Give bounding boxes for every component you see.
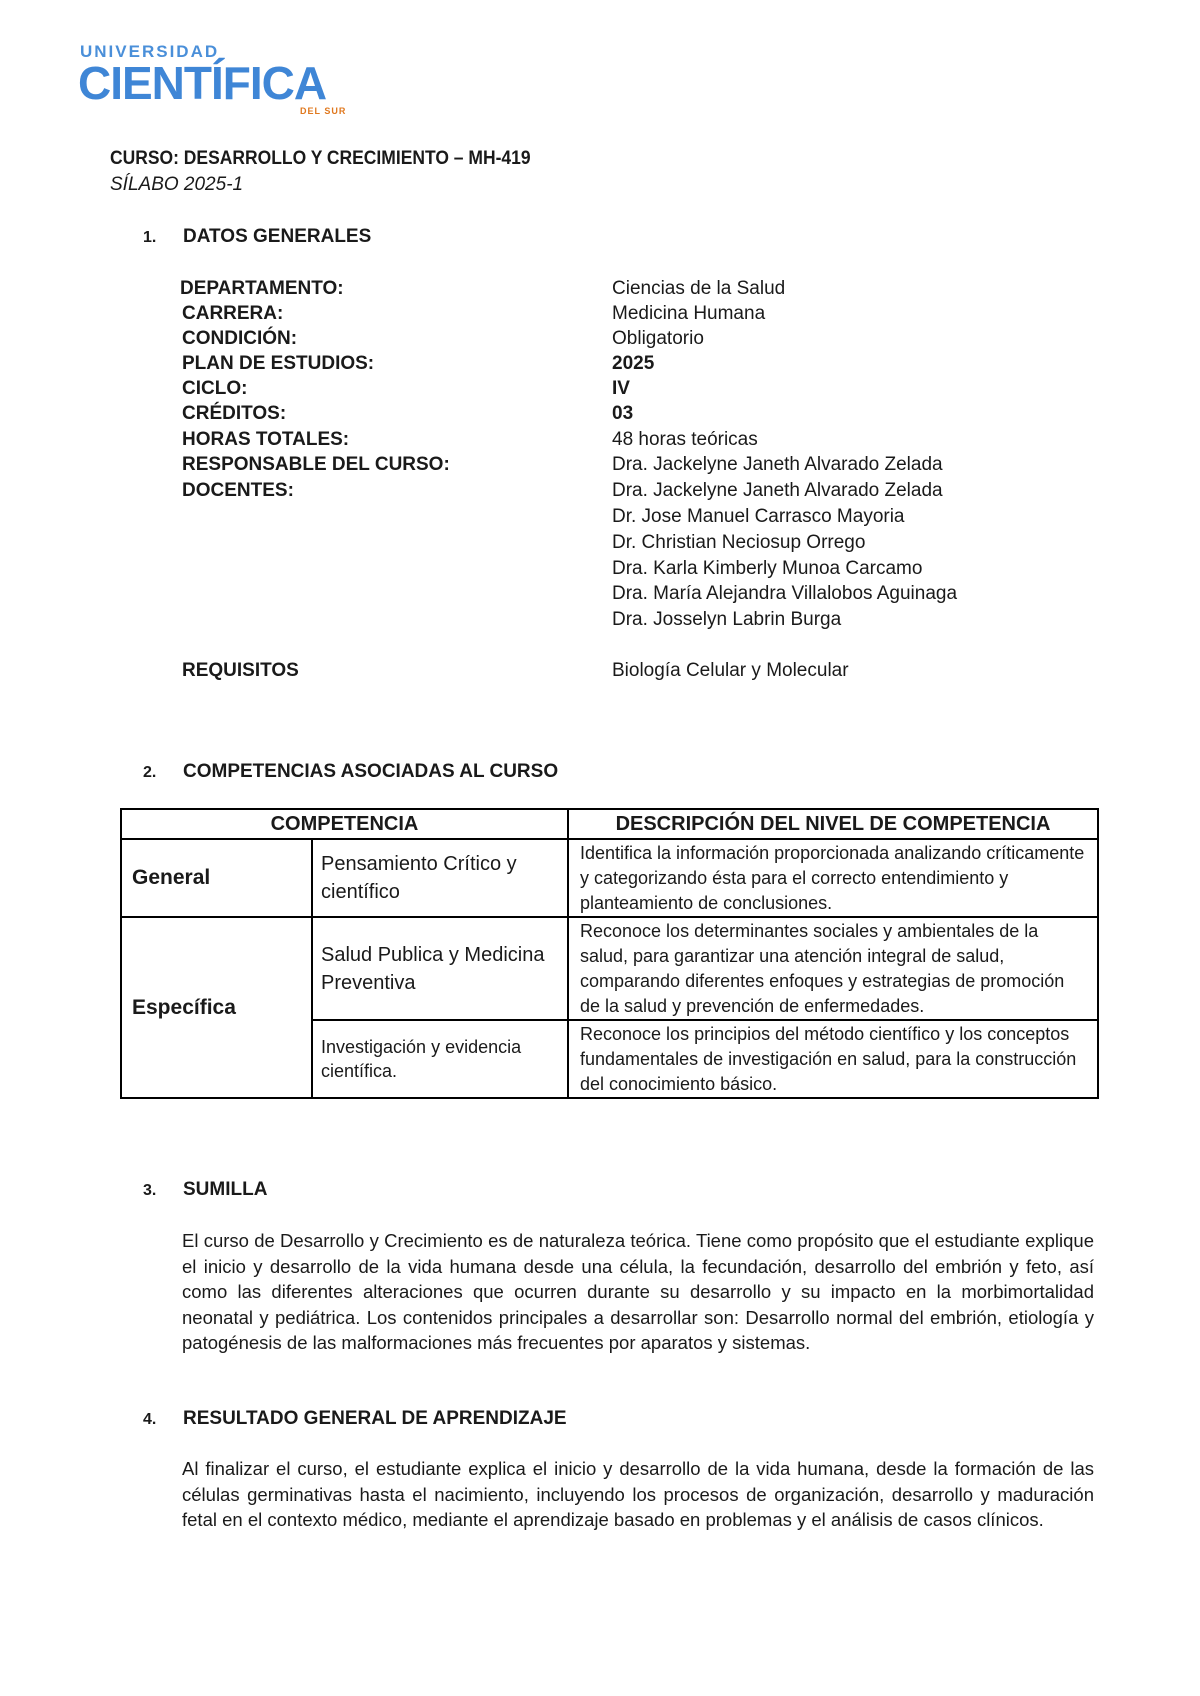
table-header-row xyxy=(121,809,1098,839)
data-value: Dra. Jackelyne Janeth Alvarado Zelada xyxy=(612,480,943,501)
logo-top-text: UNIVERSIDAD xyxy=(80,42,220,61)
competency-name: Investigación y evidencia científica. xyxy=(312,1020,568,1098)
teacher-name: Dr. Jose Manuel Carrasco Mayoria xyxy=(612,506,905,527)
section-number: 4. xyxy=(143,1411,157,1428)
competency-name: Pensamiento Crítico y científico xyxy=(312,839,568,917)
data-value: IV xyxy=(612,378,630,399)
university-logo xyxy=(78,42,358,120)
section-title: DATOS GENERALES xyxy=(183,226,372,247)
competency-type: General xyxy=(121,839,312,917)
section-title: SUMILLA xyxy=(183,1179,268,1200)
section-heading-competencies xyxy=(143,761,558,783)
table-header: DESCRIPCIÓN DEL NIVEL DE COMPETENCIA xyxy=(568,809,1098,839)
section-number: 2. xyxy=(143,764,157,781)
summary-paragraph: El curso de Desarrollo y Crecimiento es de naturaleza teórica. Tiene como propósito que el estudiante explique el inicio y desarrollo de la vida humana desde una célula, la fecundación, desarrollo del embrión y feto, así como las diferentes alteraciones que ocurren durante su desarrollo y su impacto en la morbimortalidad neonatal y pediátrica. Los contenidos principales a desarrollar son: Desarrollo normal del embrión, etiología y patogénesis de las malformaciones más frecuentes por aparatos y sistemas. xyxy=(182,1230,1094,1353)
data-value: 48 horas teóricas xyxy=(612,429,758,450)
data-label: PLAN DE ESTUDIOS: xyxy=(182,353,375,374)
learning-outcome-paragraph: Al finalizar el curso, el estudiante explica el inicio y desarrollo de la vida humana, desde la formación de las células germinativas hasta el nacimiento, incluyendo los procesos de organización, desarrollo y maduración fetal en el contexto médico, mediante el aprendizaje basado en problemas y el análisis de casos clínicos. xyxy=(182,1458,1094,1530)
data-label: CONDICIÓN: xyxy=(182,328,298,349)
teacher-name: Dra. María Alejandra Villalobos Aguinaga xyxy=(612,583,958,604)
data-label: CICLO: xyxy=(182,378,248,399)
section-title: RESULTADO GENERAL DE APRENDIZAJE xyxy=(183,1408,567,1429)
teacher-name: Dra. Karla Kimberly Munoa Carcamo xyxy=(612,558,923,579)
section-title: COMPETENCIAS ASOCIADAS AL CURSO xyxy=(183,761,559,782)
course-title: CURSO: DESARROLLO Y CRECIMIENTO – MH-419 xyxy=(110,148,531,169)
data-value: Dra. Jackelyne Janeth Alvarado Zelada xyxy=(612,454,943,475)
section-heading-learning-outcome xyxy=(143,1408,567,1430)
competency-description: Reconoce los determinantes sociales y ambientales de la salud, para garantizar una atención integral de salud, comparando diferentes enfoques y estrategias de promoción de la salud y prevención de enfermedades. xyxy=(568,917,1098,1020)
logo-main-text: CIENTÍFICA xyxy=(78,57,327,109)
syllabus-label: SÍLABO 2025-1 xyxy=(110,174,244,195)
competency-description: Reconoce los principios del método científico y los conceptos fundamentales de investigación en salud, para la construcción del conocimiento básico. xyxy=(568,1020,1098,1098)
table-header: COMPETENCIA xyxy=(121,809,568,839)
competency-description: Identifica la información proporcionada analizando críticamente y categorizando ésta para el correcto entendimiento y planteamiento de conclusiones. xyxy=(568,839,1098,917)
section-number: 3. xyxy=(143,1182,157,1199)
data-value: Obligatorio xyxy=(612,328,704,349)
data-label: CARRERA: xyxy=(182,303,284,324)
section-heading-general-data xyxy=(143,226,371,248)
section-number: 1. xyxy=(143,229,157,246)
data-label: DEPARTAMENTO: xyxy=(180,278,344,299)
data-label: HORAS TOTALES: xyxy=(182,429,350,450)
competency-name: Salud Publica y Medicina Preventiva xyxy=(312,917,568,1020)
data-label: REQUISITOS xyxy=(182,660,299,681)
competencies-table xyxy=(120,808,1099,1099)
section-heading-summary xyxy=(143,1179,267,1201)
data-value: 2025 xyxy=(612,353,655,374)
data-label: RESPONSABLE DEL CURSO: xyxy=(182,454,450,475)
data-label: DOCENTES: xyxy=(182,480,294,501)
teacher-name: Dr. Christian Neciosup Orrego xyxy=(612,532,866,553)
data-label: CRÉDITOS: xyxy=(182,403,287,424)
table-row xyxy=(121,917,1098,1020)
teacher-name: Dra. Josselyn Labrin Burga xyxy=(612,609,842,630)
logo-sub-text: DEL SUR xyxy=(300,106,347,116)
data-value: Ciencias de la Salud xyxy=(612,278,786,299)
data-value: 03 xyxy=(612,403,634,424)
data-value: Biología Celular y Molecular xyxy=(612,660,849,681)
table-row xyxy=(121,839,1098,917)
competency-type: Específica xyxy=(121,917,312,1098)
data-value: Medicina Humana xyxy=(612,303,766,324)
